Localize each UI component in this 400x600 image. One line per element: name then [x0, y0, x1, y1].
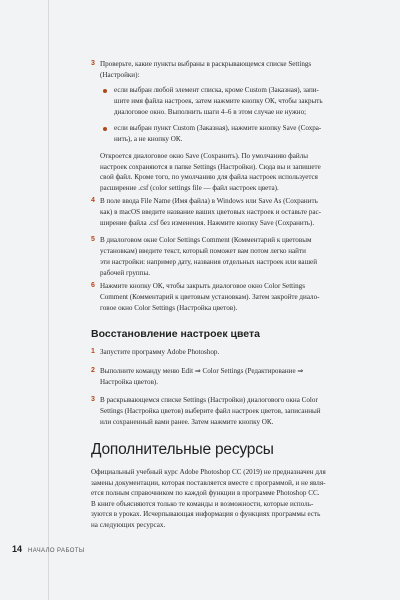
paragraph-line: ется полным справочником по каждой функции в программе Photoshop CC.	[91, 489, 320, 498]
step-text-line: Settings (Настройка цветов) выберите файл настроек цветов, записанный	[100, 407, 321, 415]
paragraph-line: настроек сохраняются в папке Settings (Настройки). Сюда вы и запишете	[100, 162, 321, 171]
step-text-line: В раскрывающемся списке Settings (Настройки) диалогового окна Color	[100, 396, 318, 404]
step-text-line: говое окно Color Settings (Настройка цветов).	[100, 304, 238, 312]
step-number: 4	[91, 197, 95, 204]
bullet-line: диалоговое окно. Выполнить шаги 4–6 в этом случае не нужно;	[114, 108, 307, 116]
step-text-line: (Настройки):	[100, 71, 140, 79]
resources-paragraph	[91, 467, 391, 531]
bullet-icon	[103, 127, 107, 131]
step-text-line: В диалоговом окне Color Settings Comment (Комментарий к цветовым	[100, 236, 312, 244]
bullet-line: шите имя файла настроек, затем нажмите кнопку ОК, чтобы закрыть	[114, 97, 323, 105]
bullet-icon	[103, 89, 107, 93]
step-number: 2	[91, 367, 95, 374]
step-number: 1	[91, 348, 95, 355]
step-text-line: как) в macOS введите название ваших цветовых настроек и оставьте рас-	[100, 208, 322, 216]
section-heading-resources: Дополнительные ресурсы	[91, 441, 274, 458]
paragraph-line: Официальный учебный курс Adobe Photoshop CC (2019) не предназначен для	[91, 468, 326, 476]
page-number: 14	[12, 544, 23, 554]
paragraph-line: Откроется диалоговое окно Save (Сохранить). По умолчанию файлы	[100, 152, 309, 160]
paragraph-line: на следующих ресурсах.	[91, 520, 166, 529]
section-heading-restore: Восстановление настроек цвета	[91, 328, 260, 340]
step-text-line: В поле ввода File Name (Имя файла) в Windows или Save As (Сохранить	[100, 197, 318, 205]
step-text-line: Comment (Комментарий к цветовым установкам). Затем закройте диало-	[100, 293, 320, 301]
step-text-line: Нажмите кнопку ОК, чтобы закрыть диалоговое окно Color Settings	[100, 282, 305, 290]
step-text-line: установкам) введите текст, который поможет вам потом легко найти	[100, 247, 306, 255]
save-paragraph	[100, 151, 390, 193]
paragraph-line: зуются в уроках. Исчерпывающая информация о функциях программы есть	[91, 510, 321, 519]
paragraph-line: расширение .csf (color settings file — файл настроек цвета).	[100, 183, 279, 192]
step-number: 6	[91, 282, 95, 289]
step-text-line: ширение файла .csf без изменения. Нажмите кнопку Save (Сохранить).	[100, 219, 315, 227]
margin-rule	[48, 0, 49, 600]
bullet-line: нить), а не кнопку ОК.	[114, 135, 183, 143]
bullet-line: если выбран пункт Custom (Заказная), нажмите кнопку Save (Сохра-	[114, 124, 322, 132]
page-footer	[12, 544, 85, 554]
step-text-line: рабочей группы.	[100, 269, 150, 277]
step-number: 3	[91, 396, 95, 403]
running-footer-label: НАЧАЛО РАБОТЫ	[27, 548, 85, 554]
step-number: 3	[91, 60, 95, 67]
bullet-line: если выбран любой элемент списка, кроме Custom (Заказная), запи-	[114, 86, 319, 94]
paragraph-line: замены документации, которая поставляется вместе с программой, и не явля-	[91, 478, 326, 487]
step-text-line: Запустите программу Adobe Photoshop.	[100, 348, 220, 356]
step-number: 5	[91, 236, 95, 243]
step-text-line: Выполните команду меню Edit ⇒ Color Settings (Редактирование ⇒	[100, 367, 304, 375]
step-text-line: Проверьте, какие пункты выбраны в раскрывающемся списке Settings	[100, 60, 312, 68]
paragraph-line: свой файл. Кроме того, по умолчанию для файла настроек используется	[100, 173, 318, 182]
step-text-line: эти настройки: например дату, названия отдельных настроек или вашей	[100, 258, 317, 266]
paragraph-line: В книге объясняются только те команды и возможности, которые исполь-	[91, 499, 314, 508]
step-text-line: или сохраненный вами ранее. Затем нажмите кнопку ОК.	[100, 418, 274, 426]
step-text-line: Настройка цветов).	[100, 378, 159, 386]
